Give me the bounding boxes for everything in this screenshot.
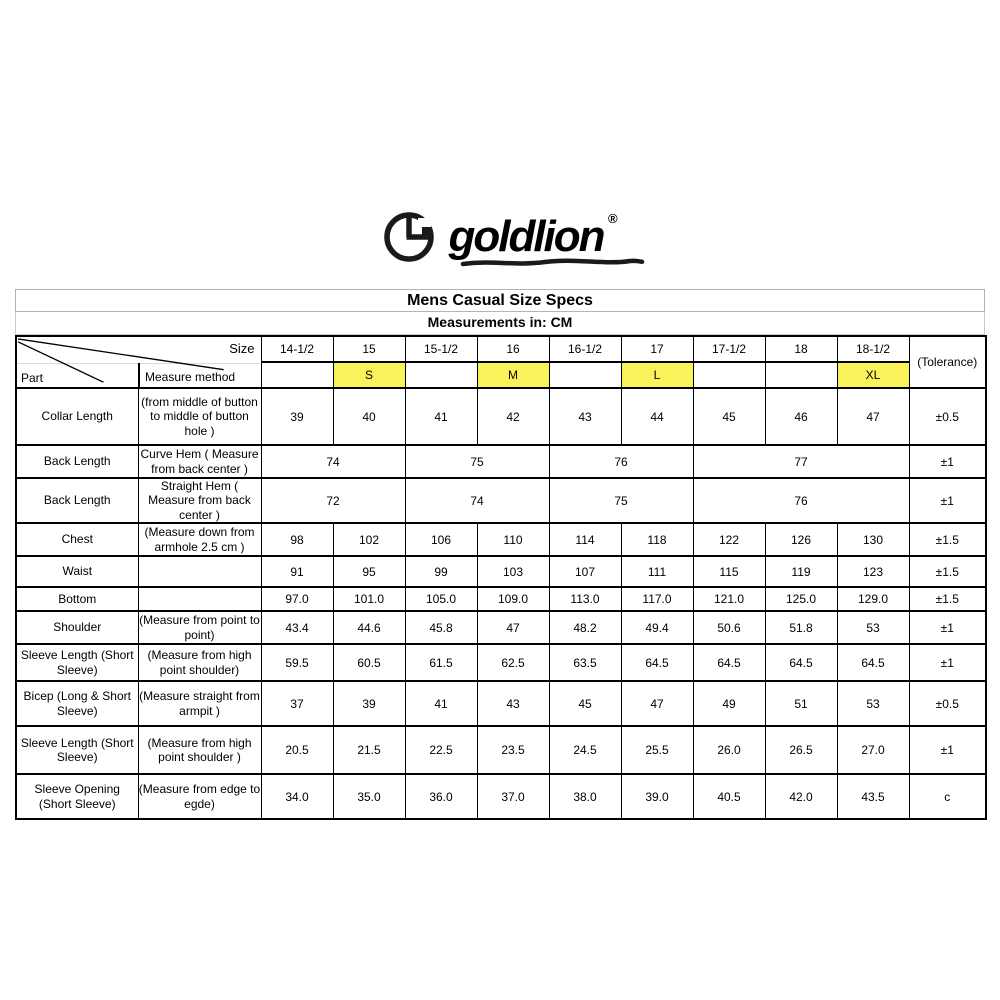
- method-cell: (from middle of button to middle of button hole ): [138, 388, 261, 445]
- value-cell: 91: [261, 556, 333, 587]
- value-cell: 107: [549, 556, 621, 587]
- tolerance-cell: ±0.5: [909, 681, 986, 726]
- table-row: [16, 445, 986, 478]
- value-cell: 43.5: [837, 774, 909, 819]
- value-cell: 49: [693, 681, 765, 726]
- value-cell: 109.0: [477, 587, 549, 611]
- size-column-header: 15-1/2: [405, 336, 477, 362]
- table-row: [16, 726, 986, 774]
- value-cell: 43.4: [261, 611, 333, 644]
- value-cell: 74: [405, 478, 549, 523]
- method-cell: (Measure from point to point): [138, 611, 261, 644]
- size-column-header: 18-1/2: [837, 336, 909, 362]
- value-cell: 38.0: [549, 774, 621, 819]
- value-cell: 23.5: [477, 726, 549, 774]
- corner-cell: [16, 336, 261, 388]
- size-column-header: 17-1/2: [693, 336, 765, 362]
- part-cell: Bottom: [16, 587, 138, 611]
- value-cell: 64.5: [693, 644, 765, 681]
- value-cell: 45: [693, 388, 765, 445]
- value-cell: 25.5: [621, 726, 693, 774]
- brand-underline-swoosh: [460, 257, 645, 269]
- value-cell: 45.8: [405, 611, 477, 644]
- value-cell: 40: [333, 388, 405, 445]
- value-cell: 76: [549, 445, 693, 478]
- value-cell: 36.0: [405, 774, 477, 819]
- size-column-header: 15: [333, 336, 405, 362]
- part-cell: Shoulder: [16, 611, 138, 644]
- registered-mark-icon: ®: [607, 211, 618, 226]
- size-spec-sheet: [15, 289, 985, 820]
- value-cell: 98: [261, 523, 333, 556]
- header-row-sizes: [16, 336, 986, 362]
- value-cell: 110: [477, 523, 549, 556]
- value-cell: 114: [549, 523, 621, 556]
- value-cell: 21.5: [333, 726, 405, 774]
- value-cell: 64.5: [765, 644, 837, 681]
- value-cell: 64.5: [837, 644, 909, 681]
- value-cell: 118: [621, 523, 693, 556]
- method-cell: (Measure straight from armpit ): [138, 681, 261, 726]
- value-cell: 72: [261, 478, 405, 523]
- value-cell: 99: [405, 556, 477, 587]
- part-cell: Chest: [16, 523, 138, 556]
- value-cell: 111: [621, 556, 693, 587]
- value-cell: 59.5: [261, 644, 333, 681]
- tolerance-cell: ±1: [909, 644, 986, 681]
- tolerance-header: (Tolerance): [909, 336, 986, 388]
- value-cell: 74: [261, 445, 405, 478]
- value-cell: 37: [261, 681, 333, 726]
- value-cell: 24.5: [549, 726, 621, 774]
- tolerance-cell: ±1: [909, 726, 986, 774]
- value-cell: 45: [549, 681, 621, 726]
- value-cell: 129.0: [837, 587, 909, 611]
- value-cell: 42: [477, 388, 549, 445]
- value-cell: 51.8: [765, 611, 837, 644]
- tolerance-cell: c: [909, 774, 986, 819]
- value-cell: 62.5: [477, 644, 549, 681]
- value-cell: 47: [477, 611, 549, 644]
- value-cell: 34.0: [261, 774, 333, 819]
- size-letter-cell: [549, 362, 621, 388]
- value-cell: 37.0: [477, 774, 549, 819]
- method-cell: Straight Hem ( Measure from back center ): [138, 478, 261, 523]
- size-table: [15, 335, 987, 820]
- size-column-header: 17: [621, 336, 693, 362]
- value-cell: 42.0: [765, 774, 837, 819]
- value-cell: 43: [549, 388, 621, 445]
- value-cell: 26.0: [693, 726, 765, 774]
- tolerance-cell: ±1.5: [909, 556, 986, 587]
- value-cell: 61.5: [405, 644, 477, 681]
- value-cell: 122: [693, 523, 765, 556]
- part-cell: Waist: [16, 556, 138, 587]
- value-cell: 50.6: [693, 611, 765, 644]
- tolerance-cell: ±1: [909, 445, 986, 478]
- method-cell: Curve Hem ( Measure from back center ): [138, 445, 261, 478]
- size-letter-cell: S: [333, 362, 405, 388]
- part-cell: Sleeve Length (Short Sleeve): [16, 644, 138, 681]
- part-cell: Sleeve Length (Short Sleeve): [16, 726, 138, 774]
- value-cell: 44: [621, 388, 693, 445]
- brand-wordmark: goldlion: [448, 212, 604, 261]
- table-row: [16, 388, 986, 445]
- size-letter-cell: L: [621, 362, 693, 388]
- value-cell: 97.0: [261, 587, 333, 611]
- value-cell: 63.5: [549, 644, 621, 681]
- table-row: [16, 587, 986, 611]
- method-cell: [138, 587, 261, 611]
- part-cell: Bicep (Long & Short Sleeve): [16, 681, 138, 726]
- value-cell: 117.0: [621, 587, 693, 611]
- tolerance-cell: ±1: [909, 611, 986, 644]
- sheet-subtitle: Measurements in: CM: [15, 312, 985, 335]
- value-cell: 106: [405, 523, 477, 556]
- value-cell: 125.0: [765, 587, 837, 611]
- value-cell: 76: [693, 478, 909, 523]
- value-cell: 105.0: [405, 587, 477, 611]
- value-cell: 47: [837, 388, 909, 445]
- value-cell: 46: [765, 388, 837, 445]
- value-cell: 26.5: [765, 726, 837, 774]
- value-cell: 103: [477, 556, 549, 587]
- value-cell: 20.5: [261, 726, 333, 774]
- table-row: [16, 611, 986, 644]
- table-row: [16, 556, 986, 587]
- goldlion-clock-icon: [382, 210, 436, 264]
- table-row: [16, 523, 986, 556]
- value-cell: 60.5: [333, 644, 405, 681]
- method-cell: (Measure from high point shoulder): [138, 644, 261, 681]
- value-cell: 39.0: [621, 774, 693, 819]
- size-letter-cell: M: [477, 362, 549, 388]
- size-column-header: 16: [477, 336, 549, 362]
- table-row: [16, 774, 986, 819]
- measure-method-label: Measure method: [145, 370, 236, 384]
- value-cell: 95: [333, 556, 405, 587]
- value-cell: 39: [261, 388, 333, 445]
- part-cell: Collar Length: [16, 388, 138, 445]
- tolerance-cell: ±1.5: [909, 523, 986, 556]
- size-letter-cell: [405, 362, 477, 388]
- part-cell: Sleeve Opening (Short Sleeve): [16, 774, 138, 819]
- value-cell: 48.2: [549, 611, 621, 644]
- value-cell: 115: [693, 556, 765, 587]
- method-cell: (Measure from high point shoulder ): [138, 726, 261, 774]
- value-cell: 47: [621, 681, 693, 726]
- method-cell: (Measure from edge to egde): [138, 774, 261, 819]
- value-cell: 53: [837, 611, 909, 644]
- part-label: Part: [21, 371, 44, 385]
- value-cell: 41: [405, 681, 477, 726]
- value-cell: 101.0: [333, 587, 405, 611]
- value-cell: 123: [837, 556, 909, 587]
- value-cell: 130: [837, 523, 909, 556]
- value-cell: 43: [477, 681, 549, 726]
- method-cell: [138, 556, 261, 587]
- size-column-header: 18: [765, 336, 837, 362]
- tolerance-cell: ±1.5: [909, 587, 986, 611]
- table-row: [16, 478, 986, 523]
- value-cell: 102: [333, 523, 405, 556]
- part-cell: Back Length: [16, 478, 138, 523]
- value-cell: 35.0: [333, 774, 405, 819]
- value-cell: 126: [765, 523, 837, 556]
- tolerance-cell: ±0.5: [909, 388, 986, 445]
- value-cell: 64.5: [621, 644, 693, 681]
- value-cell: 77: [693, 445, 909, 478]
- method-cell: (Measure down from armhole 2.5 cm ): [138, 523, 261, 556]
- size-letter-cell: [765, 362, 837, 388]
- size-letter-cell: [693, 362, 765, 388]
- tolerance-cell: ±1: [909, 478, 986, 523]
- value-cell: 22.5: [405, 726, 477, 774]
- value-cell: 119: [765, 556, 837, 587]
- value-cell: 121.0: [693, 587, 765, 611]
- part-cell: Back Length: [16, 445, 138, 478]
- value-cell: 51: [765, 681, 837, 726]
- value-cell: 27.0: [837, 726, 909, 774]
- value-cell: 39: [333, 681, 405, 726]
- table-row: [16, 681, 986, 726]
- sheet-title: Mens Casual Size Specs: [15, 289, 985, 312]
- value-cell: 113.0: [549, 587, 621, 611]
- table-row: [16, 644, 986, 681]
- size-letter-cell: [261, 362, 333, 388]
- size-label: Size: [229, 341, 255, 356]
- value-cell: 75: [405, 445, 549, 478]
- size-column-header: 14-1/2: [261, 336, 333, 362]
- value-cell: 75: [549, 478, 693, 523]
- value-cell: 53: [837, 681, 909, 726]
- value-cell: 41: [405, 388, 477, 445]
- value-cell: 49.4: [621, 611, 693, 644]
- value-cell: 44.6: [333, 611, 405, 644]
- goldlion-logo: [0, 205, 1000, 269]
- size-column-header: 16-1/2: [549, 336, 621, 362]
- value-cell: 40.5: [693, 774, 765, 819]
- size-letter-cell: XL: [837, 362, 909, 388]
